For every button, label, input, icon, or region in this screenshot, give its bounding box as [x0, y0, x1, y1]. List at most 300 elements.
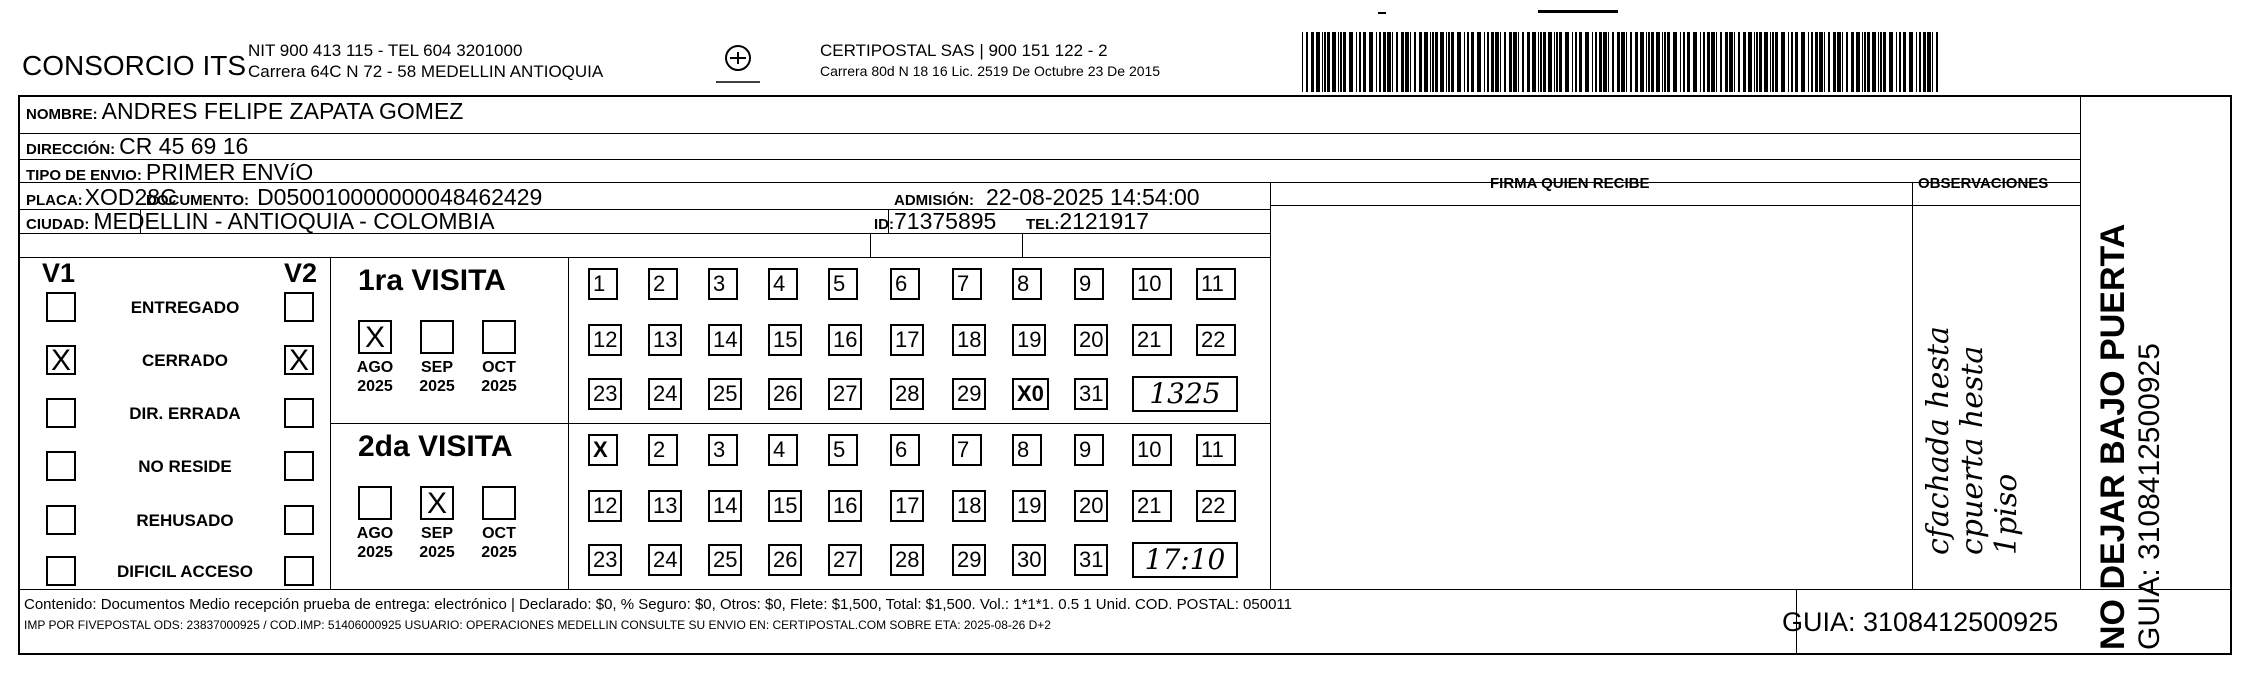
status-label: CERRADO	[142, 351, 228, 370]
tipo-value: PRIMER ENVíO	[145, 159, 314, 185]
status-label: NO RESIDE	[138, 457, 232, 476]
documento-row	[146, 184, 542, 211]
barcode-bar	[1332, 32, 1336, 92]
barcode-bar	[1667, 32, 1670, 92]
admision-value: 22-08-2025 14:54:00	[986, 184, 1200, 210]
direccion-row	[26, 133, 248, 160]
barcode-bar	[1401, 32, 1404, 92]
barcode-bar	[1392, 32, 1393, 92]
day-box[interactable]: 21	[1132, 490, 1172, 522]
id-value: 71375895	[894, 208, 997, 234]
day-box[interactable]: 3	[708, 268, 738, 300]
signature-area[interactable]	[1272, 205, 1908, 585]
day-box[interactable]: 18	[952, 490, 986, 522]
placa-label: PLACA:	[26, 192, 83, 209]
barcode-bar	[1656, 32, 1660, 92]
barcode-bar	[1748, 32, 1752, 92]
day-box[interactable]: 21	[1132, 324, 1172, 356]
barcode-bar	[1815, 32, 1818, 92]
direccion-label: DIRECCIÓN:	[26, 141, 116, 158]
status-v1-checkbox[interactable]: X	[46, 345, 76, 375]
day-box[interactable]: 19	[1012, 324, 1046, 356]
day-box[interactable]: X0	[1012, 378, 1049, 410]
barcode-bar	[1559, 32, 1562, 92]
day-box[interactable]: 31	[1074, 544, 1108, 576]
status-v2-checkbox[interactable]	[284, 556, 314, 586]
month-label	[350, 358, 400, 396]
barcode-bar	[1387, 32, 1391, 92]
day-box[interactable]: 9	[1074, 268, 1104, 300]
barcode-bar	[1842, 32, 1843, 92]
status-v1-checkbox[interactable]	[46, 292, 76, 322]
barcode-bar	[1846, 32, 1848, 92]
barcode-bar	[1575, 32, 1577, 92]
day-box[interactable]: 17	[890, 324, 924, 356]
day-box[interactable]: 4	[768, 268, 798, 300]
barcode-bar	[1640, 32, 1644, 92]
company-name: CONSORCIO ITS	[22, 50, 247, 81]
barcode-bar	[1738, 32, 1740, 92]
barcode-bar	[1405, 32, 1409, 92]
status-v1-checkbox[interactable]	[46, 556, 76, 586]
day-box[interactable]: 24	[648, 378, 682, 410]
day-box[interactable]: 23	[588, 544, 622, 576]
ciudad-value: MEDELLIN - ANTIOQUIA - COLOMBIA	[93, 208, 495, 234]
address-text: Carrera 64C N 72 - 58 MEDELLIN ANTIOQUIA	[248, 62, 604, 81]
barcode-bar	[1716, 32, 1717, 92]
barcode-bar	[1430, 32, 1431, 92]
day-box[interactable]: 1	[588, 268, 618, 300]
barcode-bar	[1693, 32, 1697, 92]
month-year: 2025	[481, 378, 517, 395]
barcode-bar	[1543, 32, 1546, 92]
barcode-bar	[1662, 32, 1663, 92]
month-checkbox[interactable]: X	[420, 486, 454, 520]
id-label: ID:	[874, 216, 894, 233]
day-box[interactable]: 10	[1132, 268, 1172, 300]
barcode-bar	[1464, 32, 1465, 92]
barcode-bar	[1538, 32, 1539, 92]
day-box[interactable]: 12	[588, 324, 622, 356]
day-box[interactable]: 30	[1012, 544, 1046, 576]
barcode-bar	[1440, 32, 1444, 92]
barcode-bar	[1824, 32, 1825, 92]
barcode-bar	[1484, 32, 1485, 92]
barcode-bar	[1383, 32, 1386, 92]
day-box[interactable]: 19	[1012, 490, 1046, 522]
barcode-bar	[1756, 32, 1758, 92]
scan-mark	[1378, 10, 1618, 16]
status-v1-checkbox[interactable]	[46, 398, 76, 428]
status-v2-checkbox[interactable]	[284, 451, 314, 481]
barcode-bar	[1376, 32, 1377, 92]
day-box[interactable]: 13	[648, 490, 682, 522]
month-year: 2025	[357, 378, 393, 395]
month-checkbox[interactable]: X	[358, 320, 392, 354]
barcode-bar	[1410, 32, 1411, 92]
barcode-bar	[1635, 32, 1638, 92]
barcode-bar	[1683, 32, 1685, 92]
day-box[interactable]: 25	[708, 544, 742, 576]
barcode-bar	[1725, 32, 1728, 92]
barcode-bar	[1919, 32, 1921, 92]
barcode-bar	[1363, 32, 1366, 92]
day-box[interactable]: 12	[588, 490, 622, 522]
barcode-bar	[1603, 32, 1607, 92]
barcode-bar	[1599, 32, 1602, 92]
admision-label: ADMISIÓN:	[894, 192, 974, 209]
month-year: 2025	[357, 544, 393, 561]
barcode-bar	[1396, 32, 1398, 92]
barcode-bar	[1720, 32, 1722, 92]
day-box[interactable]: 18	[952, 324, 986, 356]
barcode-bar	[1595, 32, 1597, 92]
month-label	[350, 524, 400, 562]
tipo-label: TIPO DE ENVIO:	[26, 167, 142, 184]
barcode-bar	[1880, 32, 1882, 92]
barcode-bar	[1424, 32, 1428, 92]
barcode-bar	[1518, 32, 1519, 92]
barcode-bar	[1936, 32, 1938, 92]
day-box[interactable]: 13	[648, 324, 682, 356]
day-box[interactable]: 16	[828, 490, 862, 522]
day-box[interactable]: 5	[828, 434, 858, 466]
day-box[interactable]: 4	[768, 434, 798, 466]
barcode-bar	[1664, 32, 1666, 92]
day-box[interactable]: 7	[952, 268, 982, 300]
barcode-bar	[1646, 32, 1647, 92]
barcode-bar	[1700, 32, 1701, 92]
month-name: AGO	[356, 359, 394, 376]
day-box[interactable]: 23	[588, 378, 622, 410]
barcode-bar	[1554, 32, 1555, 92]
nit-text: NIT 900 413 115 - TEL 604 3201000	[248, 41, 523, 60]
day-box[interactable]: 5	[828, 268, 858, 300]
day-box[interactable]: 24	[648, 544, 682, 576]
barcode-bar	[1648, 32, 1650, 92]
barcode-bar	[1872, 32, 1876, 92]
barcode-bar	[1896, 32, 1897, 92]
status-label: DIFICIL ACCESO	[116, 562, 253, 581]
status-label: DIR. ERRADA	[129, 404, 241, 423]
id-row	[874, 208, 996, 235]
day-box[interactable]: 14	[708, 490, 742, 522]
direccion-value: CR 45 69 16	[119, 133, 249, 159]
barcode-bar	[1811, 32, 1813, 92]
status-v2-checkbox[interactable]: X	[284, 345, 314, 375]
month-name: OCT	[482, 359, 516, 376]
barcode-bar	[1899, 32, 1901, 92]
footer-content: Contenido: Documentos Medio recepción prueba de entrega: electrónico | Declarado: $0, % Seguro: $0, Otros: $0, Flete: $1,500, Total: $1,500. Vol.: 1*1*1. 0.5 1 Unid. COD. POSTAL: 050011	[24, 596, 1292, 613]
barcode-bar	[1414, 32, 1416, 92]
observaciones-label: OBSERVACIONES	[1918, 175, 2049, 192]
barcode-bar	[1754, 32, 1755, 92]
barcode-bar	[1457, 32, 1461, 92]
day-box[interactable]: 22	[1196, 324, 1236, 356]
observation-line: 1piso	[1989, 473, 2024, 555]
certipostal-info	[820, 40, 1160, 82]
ciudad-label: CIUDAD:	[26, 216, 90, 233]
barcode-bar	[1791, 32, 1793, 92]
day-box[interactable]: 15	[768, 324, 802, 356]
barcode-bar	[1322, 32, 1323, 92]
month-checkbox[interactable]	[420, 320, 454, 354]
barcode-bar	[1316, 32, 1320, 92]
barcode-bar	[1828, 32, 1830, 92]
footer-print-info: IMP POR FIVEPOSTAL ODS: 23837000925 / COD.IMP: 51406000925 USUARIO: OPERACIONES MEDELLIN CONSULTE SU ENVIO EN: CERTIPOSTAL.COM SOBRE ETA: 2025-08-26 D+2	[24, 618, 1051, 632]
barcode-bar	[1572, 32, 1573, 92]
day-box[interactable]: 28	[890, 544, 924, 576]
status-v2-checkbox[interactable]	[284, 292, 314, 322]
month-name: SEP	[420, 359, 453, 376]
barcode-bar	[1477, 32, 1481, 92]
month-checkbox[interactable]	[482, 320, 516, 354]
status-v1-checkbox[interactable]	[46, 505, 76, 535]
day-box[interactable]: 3	[708, 434, 738, 466]
day-box[interactable]: 8	[1012, 434, 1042, 466]
day-box[interactable]: 22	[1196, 490, 1236, 522]
barcode-bar	[1889, 32, 1893, 92]
month-label	[412, 358, 462, 396]
barcode-bar	[1764, 32, 1768, 92]
barcode-bar	[1878, 32, 1879, 92]
side-notice	[2094, 110, 2167, 650]
barcode-bar	[1617, 32, 1620, 92]
barcode-bar	[1711, 32, 1715, 92]
documento-label: DOCUMENTO:	[146, 192, 250, 209]
month-label	[474, 524, 524, 562]
barcode-bar	[1837, 32, 1841, 92]
barcode-bar	[1324, 32, 1326, 92]
barcode-bar	[1775, 32, 1778, 92]
observation-line: cfachada hesta	[1921, 326, 1956, 555]
day-box[interactable]: 26	[768, 378, 802, 410]
tipo-row	[26, 159, 313, 186]
barcode-bar	[1565, 32, 1569, 92]
certipostal-logo	[708, 38, 768, 88]
barcode-bar	[1626, 32, 1627, 92]
barcode-bar	[1343, 32, 1346, 92]
side-guia-text: GUIA: 3108412500925	[2133, 343, 2166, 650]
barcode-bar	[1338, 32, 1339, 92]
barcode-bar	[1862, 32, 1863, 92]
status-label: ENTREGADO	[130, 298, 240, 317]
barcode-bar	[1608, 32, 1609, 92]
barcode-bar	[1435, 32, 1438, 92]
barcode-bar	[1909, 32, 1913, 92]
day-box[interactable]: 29	[952, 544, 986, 576]
day-box[interactable]: 16	[828, 324, 862, 356]
visit-title: 1ra VISITA	[358, 264, 506, 297]
barcode-bar	[1612, 32, 1614, 92]
barcode-bar	[1703, 32, 1705, 92]
barcode-bar	[1585, 32, 1589, 92]
barcode-bar	[1311, 32, 1314, 92]
barcode-bar	[1883, 32, 1886, 92]
barcode-bar	[1500, 32, 1501, 92]
barcode-bar	[1327, 32, 1330, 92]
barcode-bar	[1527, 32, 1530, 92]
firma-label: FIRMA QUIEN RECIBE	[1490, 175, 1650, 192]
cert-line2: Carrera 80d N 18 16 Lic. 2519 De Octubre 23 De 2015	[820, 63, 1161, 79]
barcode-bar	[1349, 32, 1353, 92]
day-box[interactable]: X	[588, 434, 618, 466]
barcode-bar	[1432, 32, 1434, 92]
no-dejar-text: NO DEJAR BAJO PUERTA	[2094, 223, 2132, 650]
barcode-bar	[1487, 32, 1489, 92]
cert-line1: CERTIPOSTAL SAS | 900 151 122 - 2	[820, 41, 1108, 60]
barcode-bar	[1927, 32, 1931, 92]
day-box[interactable]: 20	[1074, 324, 1108, 356]
barcode-bar	[1916, 32, 1917, 92]
barcode-bar	[1734, 32, 1735, 92]
barcode-bar	[1359, 32, 1361, 92]
barcode-bar	[1651, 32, 1654, 92]
day-box[interactable]: 15	[768, 490, 802, 522]
barcode-bar	[1772, 32, 1774, 92]
barcode-bar	[1513, 32, 1517, 92]
barcode-bar	[1592, 32, 1593, 92]
barcode-bar	[1923, 32, 1926, 92]
barcode-bar	[1419, 32, 1422, 92]
admision-row	[894, 184, 1200, 211]
tel-label: TEL:	[1026, 216, 1060, 233]
observation-line: cpuerta hesta	[1955, 345, 1990, 555]
visit-time-box[interactable]: 1325	[1132, 376, 1238, 412]
day-box[interactable]: 29	[952, 378, 986, 410]
barcode-bar	[1340, 32, 1342, 92]
day-box[interactable]: 2	[648, 268, 678, 300]
barcode-bar	[1833, 32, 1836, 92]
barcode-bar	[1495, 32, 1499, 92]
barcode-bar	[1621, 32, 1625, 92]
barcode-bar	[1448, 32, 1450, 92]
day-box[interactable]: 6	[890, 268, 920, 300]
barcode-bar	[1302, 32, 1303, 92]
barcode-bar	[1540, 32, 1542, 92]
v2-header: V2	[284, 258, 318, 288]
status-label: REHUSADO	[136, 511, 234, 530]
barcode-bar	[1680, 32, 1681, 92]
barcode-bar	[1579, 32, 1582, 92]
barcode-bar	[1471, 32, 1474, 92]
nombre-label: NOMBRE:	[26, 106, 98, 123]
day-box[interactable]: 11	[1196, 434, 1236, 466]
barcode-bar	[1801, 32, 1805, 92]
month-year: 2025	[419, 544, 455, 561]
barcode-bar	[1770, 32, 1771, 92]
day-box[interactable]: 27	[828, 544, 862, 576]
visit-time-box[interactable]: 17:10	[1132, 542, 1238, 578]
barcode-bar	[1864, 32, 1866, 92]
barcode-bar	[1687, 32, 1690, 92]
barcode-bar	[1306, 32, 1308, 92]
barcode-bar	[1522, 32, 1524, 92]
barcode-bar	[1369, 32, 1373, 92]
visit-title: 2da VISITA	[358, 430, 513, 463]
status-v1-checkbox[interactable]	[46, 451, 76, 481]
barcode-bar	[1819, 32, 1823, 92]
v1-header: V1	[42, 258, 76, 288]
barcode-bar	[1509, 32, 1512, 92]
nombre-row	[26, 98, 463, 125]
barcode-bar	[1759, 32, 1762, 92]
barcode-bar	[1630, 32, 1632, 92]
barcode-bar	[1851, 32, 1854, 92]
barcode-bar	[1781, 32, 1785, 92]
barcode-bar	[1867, 32, 1870, 92]
month-checkbox[interactable]	[482, 486, 516, 520]
day-box[interactable]: 7	[952, 434, 982, 466]
day-box[interactable]: 8	[1012, 268, 1042, 300]
month-label	[412, 524, 462, 562]
documento-value: D050010000000048462429	[257, 184, 543, 210]
barcode-bar	[1729, 32, 1733, 92]
barcode-bar	[1467, 32, 1469, 92]
month-name: SEP	[420, 525, 453, 542]
day-box[interactable]: 10	[1132, 434, 1172, 466]
month-label	[474, 358, 524, 396]
day-box[interactable]: 17	[890, 490, 924, 522]
barcode-bar	[1795, 32, 1798, 92]
barcode-bar	[1356, 32, 1357, 92]
day-box[interactable]: 9	[1074, 434, 1104, 466]
day-box[interactable]: 6	[890, 434, 920, 466]
barcode-bar	[1532, 32, 1536, 92]
month-name: AGO	[356, 525, 394, 542]
barcode-bar	[1451, 32, 1454, 92]
barcode-bar	[1788, 32, 1789, 92]
tel-value: 2121917	[1059, 208, 1149, 234]
barcode-bar	[1932, 32, 1933, 92]
status-v2-checkbox[interactable]	[284, 398, 314, 428]
month-year: 2025	[481, 544, 517, 561]
day-box[interactable]: 20	[1074, 490, 1108, 522]
barcode-bar	[1504, 32, 1506, 92]
placa-value: XOD28C	[84, 184, 177, 210]
barcode-bar	[1673, 32, 1677, 92]
month-checkbox[interactable]	[358, 486, 392, 520]
day-box[interactable]: 31	[1074, 378, 1108, 410]
barcode-bar	[1903, 32, 1906, 92]
tel-row	[1026, 208, 1149, 235]
month-name: OCT	[482, 525, 516, 542]
barcode-bar	[1743, 32, 1746, 92]
barcode	[1302, 32, 1938, 92]
barcode-bar	[1379, 32, 1381, 92]
status-v2-checkbox[interactable]	[284, 505, 314, 535]
month-year: 2025	[419, 378, 455, 395]
day-box[interactable]: 14	[708, 324, 742, 356]
barcode-bar	[1707, 32, 1710, 92]
barcode-bar	[1808, 32, 1809, 92]
footer-guia: GUIA: 3108412500925	[1782, 607, 2059, 637]
day-box[interactable]: 11	[1196, 268, 1236, 300]
barcode-bar	[1556, 32, 1558, 92]
day-box[interactable]: 26	[768, 544, 802, 576]
barcode-bar	[1446, 32, 1447, 92]
barcode-bar	[1548, 32, 1552, 92]
barcode-bar	[1491, 32, 1494, 92]
ciudad-row	[26, 208, 495, 235]
day-box[interactable]: 2	[648, 434, 678, 466]
day-box[interactable]: 28	[890, 378, 924, 410]
day-box[interactable]: 27	[828, 378, 862, 410]
day-box[interactable]: 25	[708, 378, 742, 410]
nombre-value: ANDRES FELIPE ZAPATA GOMEZ	[101, 98, 464, 124]
observaciones-handwritten	[1922, 326, 2024, 555]
company-info	[248, 40, 603, 82]
